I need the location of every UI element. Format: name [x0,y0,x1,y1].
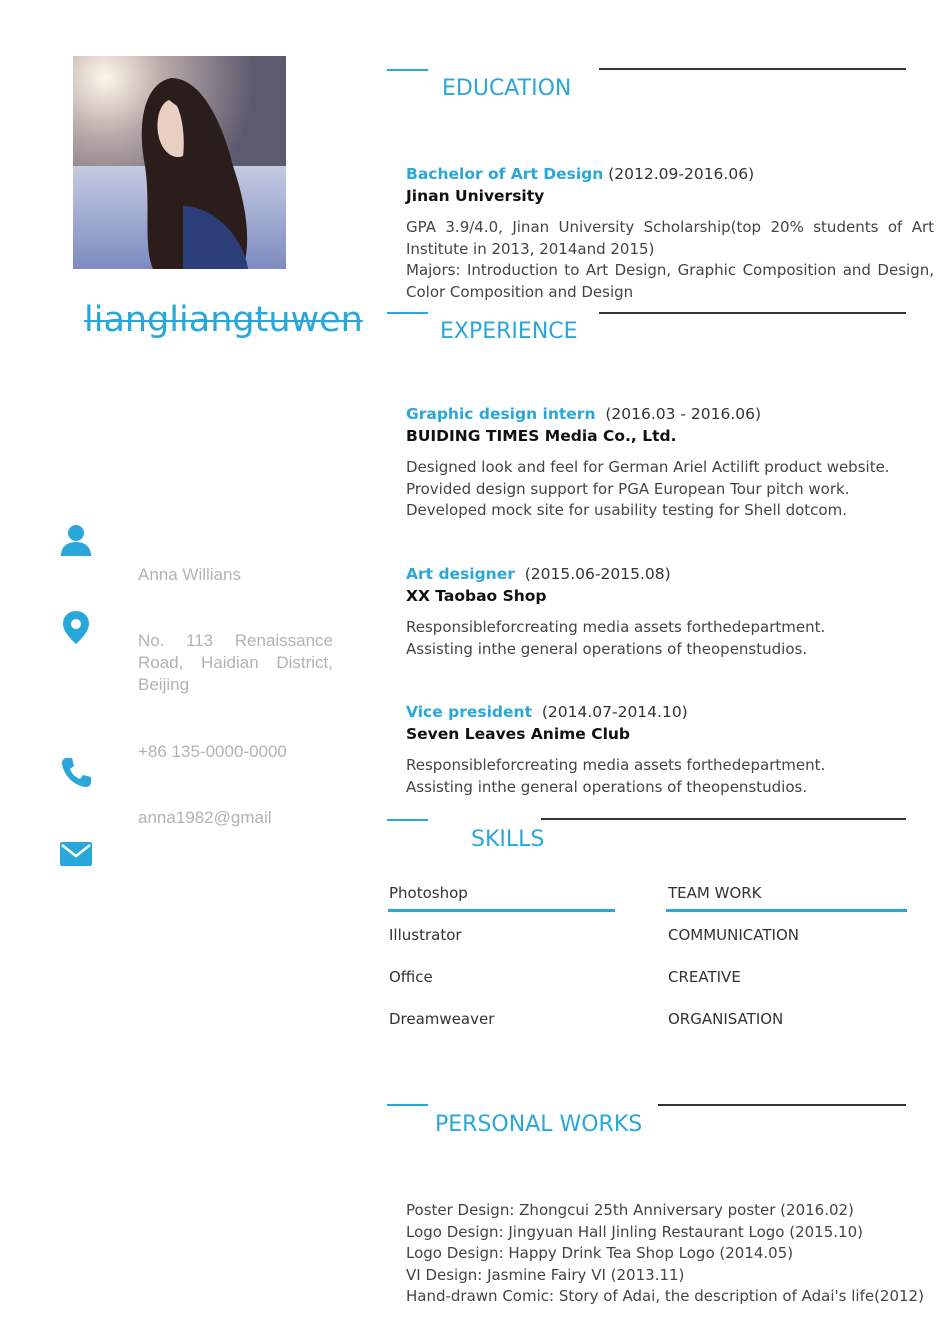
education-heading [406,165,754,183]
skill-item: COMMUNICATION [668,926,799,944]
works-list-item: Logo Design: Happy Drink Tea Shop Logo (2014.05) [406,1244,794,1262]
section-accent-rule [387,1104,428,1106]
skill-item: ORGANISATION [668,1010,784,1028]
section-accent-rule [387,69,428,71]
candidate-name: liangliangtuwen [84,300,363,340]
phone-icon [58,755,94,791]
job-description-line: Responsibleforcreating media assets forthedepartment. [406,618,826,636]
job-role: Vice president [406,703,532,721]
section-accent-rule [387,312,428,314]
job-heading [406,405,761,423]
skills-title: SKILLS [471,827,545,852]
contact-email: anna1982@gmail [138,808,272,827]
section-divider [599,68,906,70]
section-divider [541,818,906,820]
education-details-majors: Majors: Introduction to Art Design, Graphic Composition and Design, Color Composition and Design [406,261,934,301]
contact-name: Anna Willians [138,565,241,584]
works-list-item: Hand-drawn Comic: Story of Adai, the description of Adai's life(2012) [406,1287,924,1305]
job-role: Art designer [406,565,515,583]
education-period: (2012.09-2016.06) [608,165,755,183]
works-list [406,1200,934,1308]
mail-icon [58,835,94,871]
job-period: (2016.03 - 2016.06) [605,405,762,423]
skill-level-bar [388,909,615,912]
contact-address: No. 113 Renaissance Road, Haidian District, Beijing [138,631,333,694]
job-description-line: Designed look and feel for German Ariel Actilift product website. [406,458,890,476]
location-pin-icon [58,609,94,645]
works-list-item: Poster Design: Zhongcui 25th Anniversary poster (2016.02) [406,1201,854,1219]
degree-name: Bachelor of Art Design [406,165,604,183]
personal-works-title: PERSONAL WORKS [435,1112,643,1137]
job-company: Seven Leaves Anime Club [406,725,631,743]
contact-phone: +86 135-0000-0000 [138,742,287,761]
skill-item: Photoshop [389,884,468,902]
skill-item: Dreamweaver [389,1010,495,1028]
job-company: BUIDING TIMES Media Co., Ltd. [406,427,677,445]
job-description-line: Assisting inthe general operations of theopenstudios. [406,777,808,796]
works-list-item: Logo Design: Jingyuan Hall Jinling Restaurant Logo (2015.10) [406,1222,863,1241]
skill-item: Illustrator [389,926,462,944]
job-period: (2014.07-2014.10) [541,703,688,721]
skill-item: TEAM WORK [668,884,762,902]
section-divider [599,312,906,314]
job-description-line: Provided design support for PGA European Tour pitch work. [406,479,850,498]
job-description [406,457,934,522]
skill-item: Office [389,968,433,986]
works-list-item: VI Design: Jasmine Fairy VI (2013.11) [406,1265,685,1284]
job-heading [406,703,688,721]
skill-level-bar [666,909,907,912]
skill-item: CREATIVE [668,968,741,986]
section-divider [658,1104,906,1106]
job-heading [406,565,671,583]
section-accent-rule [387,819,428,821]
school-name: Jinan University [406,187,545,205]
job-company: XX Taobao Shop [406,587,547,605]
job-description-line: Assisting inthe general operations of theopenstudios. [406,639,808,658]
education-title: EDUCATION [442,76,572,101]
job-description-line: Developed mock site for usability testing for Shell dotcom. [406,501,847,519]
person-icon [58,522,94,558]
job-role: Graphic design intern [406,405,596,423]
experience-title: EXPERIENCE [440,319,578,344]
job-period: (2015.06-2015.08) [524,565,671,583]
job-description [406,617,934,660]
portrait-image [73,56,286,269]
profile-photo [73,56,286,269]
job-description [406,755,934,798]
job-description-line: Responsibleforcreating media assets forthedepartment. [406,756,826,774]
education-details-gpa: GPA 3.9/4.0, Jinan University Scholarship(top 20% students of Art Institute in 2013, 2014and 2015) [406,218,934,258]
